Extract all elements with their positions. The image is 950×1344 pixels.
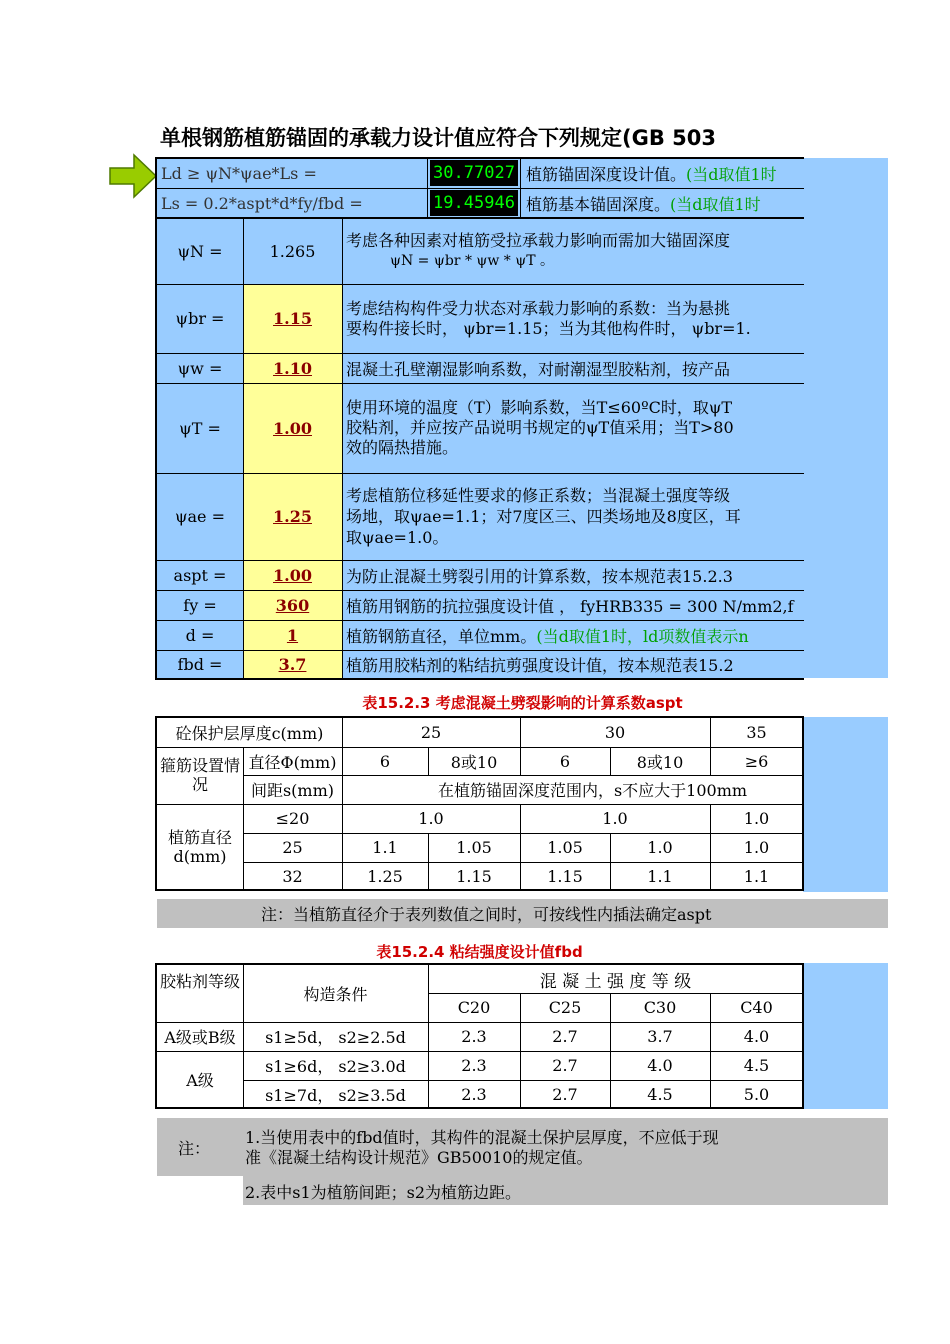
table1-row3-d: 32	[282, 866, 303, 886]
param-desc-psiT-line3: 效的隔热措施。	[346, 438, 459, 457]
result-ls: 19.45946	[430, 190, 518, 216]
page-title: 单根钢筋植筋锚固的承载力设计值应符合下列规定(GB 503	[160, 126, 716, 150]
table1-dia-2: 8或10	[450, 752, 498, 772]
table1-caption: 表15.2.3 考虑混凝土劈裂影响的计算系数aspt	[362, 693, 683, 712]
table2-cond-label: 构造条件	[303, 985, 368, 1004]
param-desc-psiN-line1: 考虑各种因素对植筋受拉承载力影响而需加大锚固深度	[346, 231, 731, 250]
param-desc-psiw: 混凝土孔壁潮湿影响系数，对耐潮湿型胶粘剂，按产品	[346, 359, 731, 379]
param-input-aspt[interactable]	[243, 560, 342, 590]
formula-label-ls: Ls = 0.2*aspt*d*fy/fbd =	[161, 193, 363, 213]
table1-cover-30: 30	[604, 723, 626, 742]
param-input-psiw[interactable]	[243, 353, 342, 383]
param-sym-fy: fy =	[183, 595, 217, 615]
param-desc-psiae-line2: 场地，取ψae=1.1；对7度区三、四类场地及8度区，耳	[346, 507, 741, 526]
param-desc-psiae-line3: 取ψae=1.0。	[346, 528, 449, 547]
param-desc-d	[342, 620, 803, 650]
param-input-psibr[interactable]	[243, 284, 342, 353]
table2-row2-cond: s1≥6d， s2≥3.0d	[265, 1057, 406, 1076]
param-desc-fy: 植筋用钢筋的抗拉强度设计值 ， fyHRB335 = 300 N/mm2,f	[346, 596, 794, 616]
table1-side-bg	[803, 717, 888, 892]
table1-row1-v2: 1.0	[602, 809, 628, 828]
param-desc-fbd: 植筋用胶粘剂的粘结抗剪强度设计值，按本规范表15.2	[346, 656, 734, 675]
table2-caption: 表15.2.4 粘结强度设计值fbd	[376, 942, 583, 961]
param-desc-psibr-line1: 考虑结构构件受力状态对承载力影响的系数：当为悬挑	[346, 298, 731, 318]
table1-row3-v1: 1.25	[367, 866, 403, 886]
param-desc-d-text: 植筋钢筋直径，单位mm。	[346, 626, 537, 646]
param-desc-psibr-line2: 要构件接长时， ψbr=1.15；当为其他构件时， ψbr=1.	[346, 318, 751, 338]
param-value-fy: 360	[275, 595, 310, 615]
desc-ld	[522, 158, 803, 188]
right-arrow-icon	[108, 152, 158, 200]
table2-row1-v2: 2.7	[552, 1027, 578, 1046]
table2-row2-v4: 4.5	[743, 1056, 770, 1075]
param-sym-aspt: aspt =	[173, 565, 227, 585]
param-value-psiN: 1.265	[269, 241, 316, 261]
param-value-psiae: 1.25	[273, 507, 312, 526]
table1-row2-v4: 1.0	[647, 838, 673, 857]
table1-row1-d: ≤20	[275, 809, 310, 828]
table2-row3-v3: 4.5	[647, 1084, 673, 1104]
param-desc-psiae	[346, 473, 803, 560]
param-desc-psiN-line2: ψN = ψbr * ψw * ψT 。	[390, 253, 555, 269]
table1-cover-25: 25	[420, 723, 442, 742]
table2-row2-glue: A级	[186, 1071, 214, 1090]
param-value-d: 1	[286, 625, 299, 645]
table1-row2-d: 25	[282, 838, 303, 857]
param-input-psiae[interactable]	[243, 473, 342, 560]
param-sym-psiT: ψT =	[179, 418, 221, 438]
table2-grade-c40: C40	[740, 998, 773, 1017]
param-desc-psiT	[346, 383, 803, 473]
table2-row3-cond: s1≥7d， s2≥3.5d	[265, 1085, 406, 1105]
param-value-aspt: 1.00	[273, 565, 312, 585]
table1-spacing-text: 在植筋锚固深度范围内，s不应大于100mm	[437, 781, 748, 800]
desc-ls	[522, 188, 803, 218]
param-desc-psiT-line1: 使用环境的温度（T）影响系数，当T≤60ºC时，取ψT	[346, 398, 733, 417]
table1-row2-v1: 1.1	[372, 838, 398, 857]
result-ld: 30.77027	[430, 160, 518, 186]
table1-row2-v2: 1.05	[456, 838, 492, 857]
table2-row1-cond: s1≥5d， s2≥2.5d	[265, 1028, 406, 1047]
param-desc-aspt: 为防止混凝土劈裂引用的计算系数，按本规范表15.2.3	[346, 566, 733, 586]
table1-row3-v3: 1.15	[547, 866, 583, 886]
table2-row3-v2: 2.7	[552, 1084, 578, 1104]
param-desc-d-note: (当d取值1时，ld项数值表示n	[536, 626, 749, 646]
table1-row2-v3: 1.05	[547, 838, 583, 857]
param-sym-fbd: fbd =	[177, 655, 223, 674]
table2-grade-c20: C20	[457, 998, 491, 1017]
table2-row1-glue: A级或B级	[164, 1028, 236, 1047]
param-value-psibr: 1.15	[273, 309, 312, 328]
table1-dia-3: 6	[559, 751, 571, 771]
table2-row1-v4: 4.0	[743, 1027, 770, 1046]
table2-grade-label: 混 凝 土 强 度 等 级	[539, 971, 692, 992]
table1-row2-v5: 1.0	[743, 838, 770, 857]
table1-bar-label: 植筋直径d(mm)	[167, 828, 232, 866]
table2-row3-v1: 2.3	[461, 1084, 487, 1104]
table2-row2-v3: 4.0	[647, 1056, 673, 1075]
table1-cover-35: 35	[746, 723, 767, 742]
param-desc-psiae-line1: 考虑植筋位移延性要求的修正系数；当混凝土强度等级	[346, 486, 731, 505]
param-sym-psiae: ψae =	[174, 507, 226, 526]
table1-note: 注：当植筋直径介于表列数值之间时，可按线性内插法确定aspt	[157, 899, 888, 928]
desc-ls-note: (当d取值1时	[670, 194, 761, 214]
table2-note2: 2.表中s1为植筋间距；s2为植筋边距。	[245, 1182, 522, 1202]
table1-cover-label: 砼保护层厚度c(mm)	[175, 724, 324, 743]
param-input-fy[interactable]	[243, 590, 342, 620]
table2-note1	[245, 1124, 805, 1172]
param-value-psiw: 1.10	[273, 358, 312, 378]
table2-grade-c25: C25	[548, 998, 582, 1017]
formula-label-ld: Ld ≥ ψN*ψae*Ls =	[161, 163, 317, 183]
table2-row1-v1: 2.3	[461, 1027, 487, 1046]
table2-row2-v2: 2.7	[552, 1056, 578, 1075]
table1-stirrup-label: 箍筋设置情况	[159, 756, 240, 794]
table1-spacing-label: 间距s(mm)	[250, 781, 335, 800]
desc-ld-note: (当d取值1时	[686, 164, 777, 184]
table2-row1-v3: 3.7	[647, 1027, 673, 1046]
param-sym-psibr: ψbr =	[175, 309, 225, 328]
table2-glue-label: 胶粘剂等级	[159, 972, 240, 991]
table1-dia-1: 6	[379, 751, 391, 771]
table2-note1-line1: 1.当使用表中的fbd值时，其构件的混凝土保护层厚度，不应低于现	[245, 1128, 719, 1147]
param-desc-psiT-line2: 胶粘剂，并应按产品说明书规定的ψT值采用；当T>80	[346, 418, 734, 437]
table2-grade-c30: C30	[643, 998, 677, 1017]
table1-row3-v2: 1.15	[456, 866, 492, 886]
table1-row3-v4: 1.1	[647, 866, 673, 886]
param-sym-d: d =	[185, 625, 215, 645]
table1-dia-4: 8或10	[636, 752, 684, 772]
param-sym-psiw: ψw =	[177, 358, 223, 378]
param-input-psiT[interactable]	[243, 383, 342, 473]
table1-dia-5: ≥6	[744, 751, 769, 771]
param-value-psiT: 1.00	[273, 418, 312, 438]
table2-side-bg	[803, 963, 888, 1109]
table2-row2-v1: 2.3	[461, 1056, 487, 1075]
table2-row3-v4: 5.0	[743, 1084, 770, 1104]
desc-ls-text: 植筋基本锚固深度。	[526, 194, 671, 214]
table1-dia-label: 直径Φ(mm)	[248, 752, 337, 772]
table1-row1-v1: 1.0	[418, 809, 444, 828]
param-sym-psiN: ψN =	[177, 241, 223, 261]
table2-note-label: 注：	[177, 1138, 210, 1158]
param-value-fbd: 3.7	[278, 655, 307, 674]
param-desc-psiN	[346, 218, 803, 284]
param-desc-psibr	[346, 284, 803, 353]
desc-ld-text: 植筋锚固深度设计值。	[526, 164, 687, 184]
table1-row1-v3: 1.0	[743, 809, 770, 828]
table1-row3-v5: 1.1	[743, 866, 770, 886]
table2-note1-line2: 准《混凝土结构设计规范》GB50010的规定值。	[245, 1148, 593, 1167]
param-input-fbd[interactable]	[243, 650, 342, 679]
param-input-d[interactable]	[243, 620, 342, 650]
